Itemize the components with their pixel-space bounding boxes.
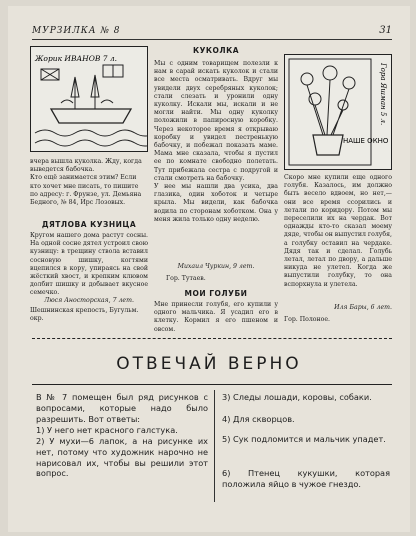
drawing-caption-right: НАШЕ ОКНО	[343, 137, 389, 145]
letter-text-left-top: вчера вышла куколка. Жду, когда выведется бабочка. Кто ещё занимается этим? Если кто хочет мне писать, то пишите по адресу: г. Фрунзе, ул. Демьяна Бедного, № 84, Ирс Лозовых.	[30, 158, 142, 207]
magazine-title: МУРЗИЛКА № 8	[32, 26, 121, 36]
answers-intro: В № 7 помещен был ряд рисунков с вопросами, которые надо было разрешить. Вот ответы:	[36, 392, 208, 424]
drawing-label-right: Гора Яшман 5 л.	[379, 63, 387, 126]
window-flowers-drawing-icon	[285, 55, 392, 170]
signature-left: Люся Аносторская, 7 лет.	[44, 297, 134, 304]
page-header	[32, 26, 392, 40]
answer-6: 6) Птенец кукушки, которая положила яйцо в чужое гнездо.	[222, 468, 390, 489]
answer-1: 1) У него нет красного галстука.	[36, 425, 178, 435]
signature-right: Иля Бары, 6 лет.	[334, 304, 392, 311]
drawing-label-left: Жорик ИВАНОВ 7 л.	[35, 54, 118, 63]
answer-4: 4) Для скворцов.	[222, 414, 295, 424]
location-left: Шешнинская крепость, Бугульм. окр.	[30, 307, 139, 323]
title-underline	[32, 384, 392, 385]
answers-column-divider	[214, 390, 215, 502]
drawing-boat	[30, 46, 148, 152]
story-pigeons: Мне принесли голубя, его купили у одного мальчика. Я усадил его в клетку. Кормил я его пшеном и овсом.	[154, 301, 278, 333]
answer-3: 3) Следы лошади, коровы, собаки.	[222, 392, 372, 402]
magazine-page	[8, 6, 410, 532]
heading-pigeons: МОИ ГОЛУБИ	[184, 289, 248, 298]
story-chrysalis: Мы с одним товарищем полезли к нам в сарай искать куколок и стали все места осматривать. Вдруг мы увидели двух серебряных куколок; стали слезать и уронили одну куколку. Искали мы, искали и не могли найти. Мы одну куколку положили в папиросную коробку. Через некоторое время я открываю коробку и увидел пестренькую бабочку, и побежал показать маме. Мама мне сказала, чтобы я пустил ее по комнате свободно полетать. Тут прибежала сестра с подругой и стали смотреть на бабочку. У нее мы нашли два усика, два глазика, один хоботок и четыре крыла. Мы видели, как бабочка водила по сторонам хоботком. Она у меня жила только одну неделю.	[154, 60, 278, 223]
story-pigeons-continued: Скоро мне купили еще одного голубя. Казалось, им должно быть весело вдвоем, но нет,— они все время ссорились и летали по коридору. Потом мы переселили их на чердак. Вот однажды кто-то сказал моему дяде, чтобы он выпустил голубя, а голубку оставил на чердаке. Дядя так и сделал. Голубь летал, летал по двору, а дальше никуда не улетел. Когда же выпустили голубку, то она вспорхнула и улетела.	[284, 174, 393, 288]
location-middle: Гор. Тутаев.	[166, 275, 206, 282]
boat-drawing-icon	[31, 47, 148, 152]
story-woodpecker: Кругом нашего дома растут сосны. На одной сосне дятел устроил свою кузницу: в трещину ствола вставил сосновую шишку, когтями вцепился в кору, упираясь на свой жёсткий хвост, и крепким клювом долбит шишку и добывает вкусное семечко.	[30, 232, 148, 297]
signature-middle: Михаил Чуркин, 9 лет.	[177, 263, 255, 270]
location-right: Гор. Полоное.	[284, 316, 330, 323]
heading-woodpecker: ДЯТЛОВА КУЗНИЦА	[41, 220, 137, 229]
heading-chrysalis: КУКОЛКА	[192, 46, 240, 55]
section-divider	[32, 338, 392, 339]
answer-2: 2) У мухи—6 лапок, а на рисунке их нет, потому что художник нарочно не нарисовал их, чтобы вы решили этот вопрос.	[36, 436, 208, 479]
page-number: 31	[379, 25, 392, 36]
answers-title: ОТВЕЧАЙ ВЕРНО	[116, 354, 302, 374]
drawing-window	[284, 54, 392, 170]
answer-5: 5) Сук подломится и мальчик упадет.	[222, 434, 386, 444]
